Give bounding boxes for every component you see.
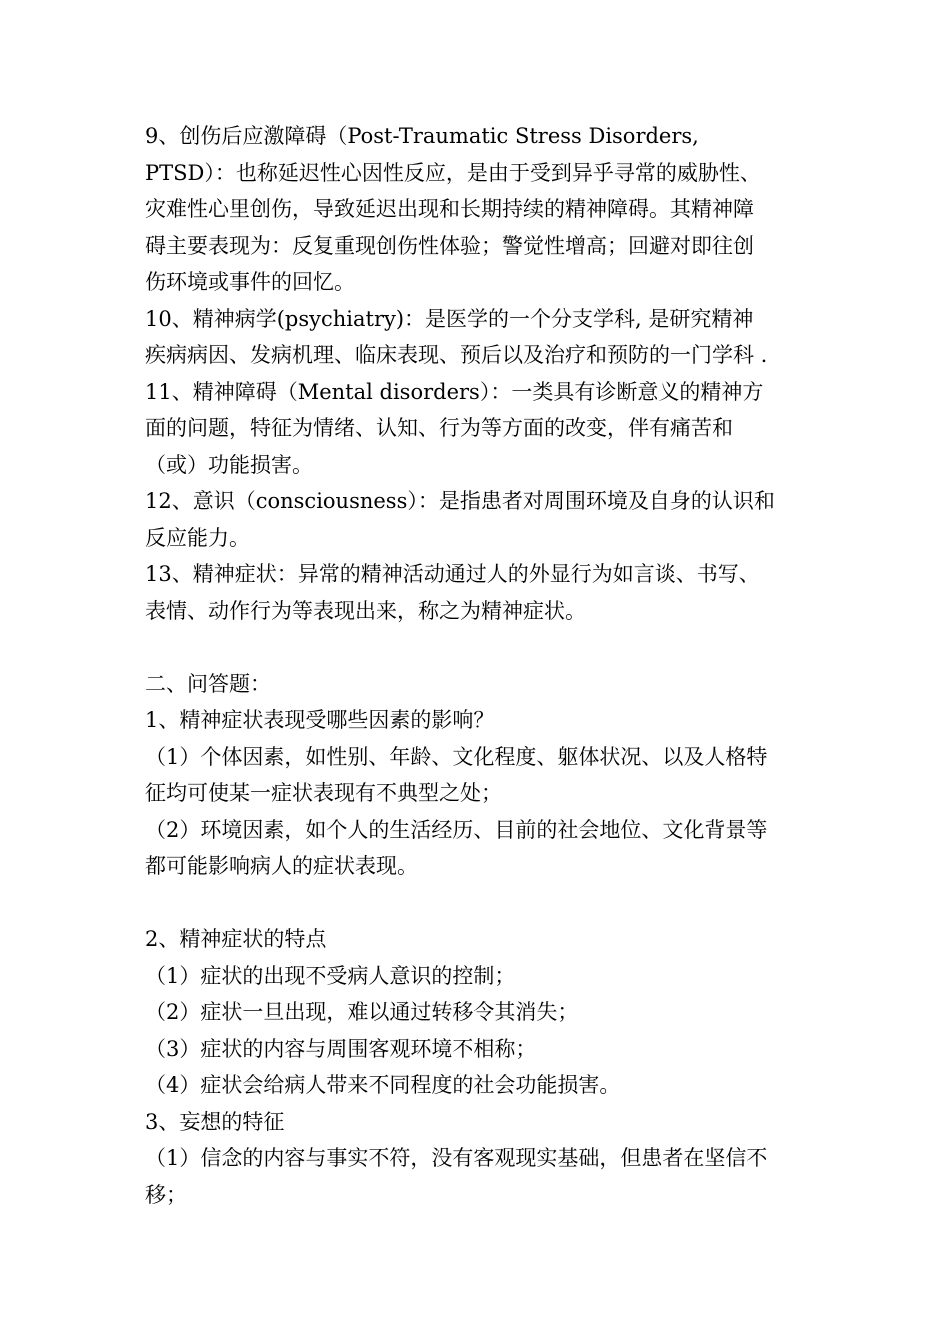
text-line: 反应能力。: [145, 525, 250, 550]
answer-line: （3）症状的内容与周围客观环境不相称；: [145, 1036, 537, 1061]
answer-line: （1）症状的出现不受病人意识的控制；: [145, 963, 516, 988]
text-line: PTSD）：也称延迟性心因性反应，是由于受到异乎寻常的威胁性、: [145, 160, 761, 185]
section-heading: 二、问答题：: [145, 671, 271, 696]
question-1: [145, 702, 825, 885]
text-line: 11、精神障碍（Mental disorders）：一类具有诊断意义的精神方: [145, 379, 764, 404]
blank-line: [145, 885, 825, 922]
text-line: 面的问题，特征为情绪、认知、行为等方面的改变，伴有痛苦和: [145, 416, 733, 440]
text-line: 12、意识（consciousness）：是指患者对周围环境及自身的认识和: [145, 489, 775, 513]
answer-line: 移；: [145, 1182, 187, 1207]
document-page: [145, 118, 825, 1213]
text-line: 碍主要表现为：反复重现创伤性体验；警觉性增高；回避对即往创: [145, 233, 754, 258]
text-line: 伤环境或事件的回忆。: [145, 270, 355, 294]
blank-line: [145, 629, 825, 666]
definition-item-10: [145, 301, 825, 374]
question-title: 3、妄想的特征: [145, 1109, 285, 1134]
text-line: 13、精神症状：异常的精神活动通过人的外显行为如言谈、书写、: [145, 562, 760, 586]
question-title: 1、精神症状表现受哪些因素的影响？: [145, 708, 495, 732]
text-line: （或）功能损害。: [145, 452, 313, 477]
answer-line: （1）信念的内容与事实不符，没有客观现实基础，但患者在坚信不: [145, 1146, 768, 1170]
definition-item-11: [145, 374, 825, 484]
question-3: [145, 1104, 825, 1214]
definition-item-9: [145, 118, 825, 301]
answer-line: （2）环境因素，如个人的生活经历、目前的社会地位、文化背景等: [145, 817, 768, 842]
definition-item-13: [145, 556, 825, 629]
definition-item-12: [145, 483, 825, 556]
answer-line: （4）症状会给病人带来不同程度的社会功能损害。: [145, 1073, 621, 1097]
question-2: [145, 921, 825, 1104]
text-line: 表情、动作行为等表现出来，称之为精神症状。: [145, 598, 586, 623]
text-line: 灾难性心里创伤，导致延迟出现和长期持续的精神障碍。其精神障: [145, 197, 754, 221]
answer-line: （2）症状一旦出现，难以通过转移令其消失；: [145, 1000, 579, 1024]
question-title: 2、精神症状的特点: [145, 927, 327, 951]
answer-line: 都可能影响病人的症状表现。: [145, 854, 418, 878]
text-line: 10、精神病学(psychiatry)：是医学的一个分支学科, 是研究精神: [145, 306, 754, 331]
answer-line: （1）个体因素，如性别、年龄、文化程度、躯体状况、以及人格特: [145, 744, 768, 769]
text-line: 9、创伤后应激障碍（Post-Traumatic Stress Disorders,: [145, 124, 699, 148]
text-line: 疾病病因、发病机理、临床表现、预后以及治疗和预防的一门学科 .: [145, 343, 768, 367]
answer-line: 征均可使某一症状表现有不典型之处；: [145, 781, 502, 805]
